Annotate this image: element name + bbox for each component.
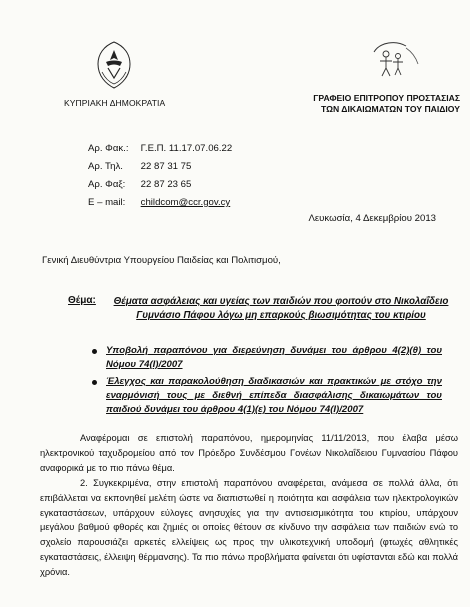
children-figures-icon: [366, 38, 424, 82]
fax-value: 22 87 23 65: [140, 179, 192, 190]
recipient-line: Γενική Διευθύντρια Υπουργείου Παιδείας και Πολιτισμού,: [42, 255, 281, 266]
bullet-text: Υποβολή παραπόνου για διερεύνηση δυνάμει του άρθρου 4(2)(θ) του Νόμου 74(I)/2007: [106, 345, 442, 370]
subject-text: Θέματα ασφάλειας και υγείας των παιδιών που φοιτούν στο Νικολαΐδειο Γυμνάσιο Πάφου λόγω μη επαρκούς βιωσιμότητας του κτιρίου: [113, 296, 449, 321]
ref-label: Αρ. Φακ.:: [88, 143, 129, 154]
ref-value: Γ.Ε.Π. 11.17.07.06.22: [140, 143, 233, 154]
letter-date: Λευκωσία, 4 Δεκεμβρίου 2013: [308, 213, 436, 224]
bullet-dot-icon: [92, 349, 97, 354]
phone-value: 22 87 31 75: [140, 161, 192, 172]
cyprus-coat-of-arms-icon: [92, 38, 136, 90]
bullet-text: Έλεγχος και παρακολούθηση διαδικασιών και πρακτικών με στόχο την εναρμόνισή τους με διεθνή επίπεδα διασφάλισης δικαιωμάτων του παιδιού δυνάμει του άρθρου 4(1)(ε) του Νόμου 74(I)/2007: [106, 376, 442, 415]
ref-number-row: [88, 143, 232, 155]
body-paragraph-2: 2. Συγκεκριμένα, στην επιστολή παραπόνου αναφέρεται, ανάμεσα σε πολλά άλλα, ότι επιβάλλεται να εκπονηθεί μελέτη ώστε να διαπιστωθεί η ποιότητα και ασφάλεια των ηλεκτρολογικών εγκαταστάσεων, υπάρχουν εύλογες ανησυχίες για την αντισεισμικότητα του κτιρίου, υπάρχουν μεγάλου βαθμού φθορές και ζημιές οι οποίες θέτουν σε κίνδυνο την ασφάλεια των παιδιών ενώ το σχολείο παρουσιάζει αρκετές ελλείψεις ως προς την υλικοτεχνική υποδομή (φτωχές αθλητικές εγκαταστάσεις, έλλειψη θέρμανσης). Τα πιο πάνω προβλήματα φαίνεται ότι υφίστανται εδώ και πολλά χρόνια.: [40, 478, 458, 577]
email-row: [88, 197, 230, 209]
office-title: [290, 93, 460, 115]
subject-label: Θέμα:: [68, 295, 96, 306]
body-paragraph-1: Αναφέρομαι σε επιστολή παραπόνου, ημερομηνίας 11/11/2013, που έλαβα μέσω ηλεκτρονικού ταχυδρομείου από τον Πρόεδρο Συνδέσμου Γονέων Νικολαΐδειου Γυμνασίου Πάφου αναφορικά με το πιο πάνω θέμα.: [40, 433, 458, 473]
fax-row: [88, 179, 191, 191]
fax-label: Αρ. Φαξ:: [88, 179, 126, 190]
bullet-item: [92, 375, 442, 417]
office-title-line2: ΤΩΝ ΔΙΚΑΙΩΜΑΤΩΝ ΤΟΥ ΠΑΙΔΙΟΥ: [321, 104, 460, 114]
phone-row: [88, 161, 191, 173]
bullet-item: [92, 344, 442, 372]
email-label: E – mail:: [88, 197, 126, 208]
office-title-line1: ΓΡΑΦΕΙΟ ΕΠΙΤΡΟΠΟΥ ΠΡΟΣΤΑΣΙΑΣ: [313, 93, 460, 103]
phone-label: Αρ. Τηλ.: [88, 161, 123, 172]
bullet-dot-icon: [92, 380, 97, 385]
left-header-caption: ΚΥΠΡΙΑΚΗ ΔΗΜΟΚΡΑΤΙΑ: [64, 98, 166, 108]
bullet-list: [92, 344, 442, 420]
email-link[interactable]: childcom@ccr.gov.cy: [140, 197, 231, 208]
